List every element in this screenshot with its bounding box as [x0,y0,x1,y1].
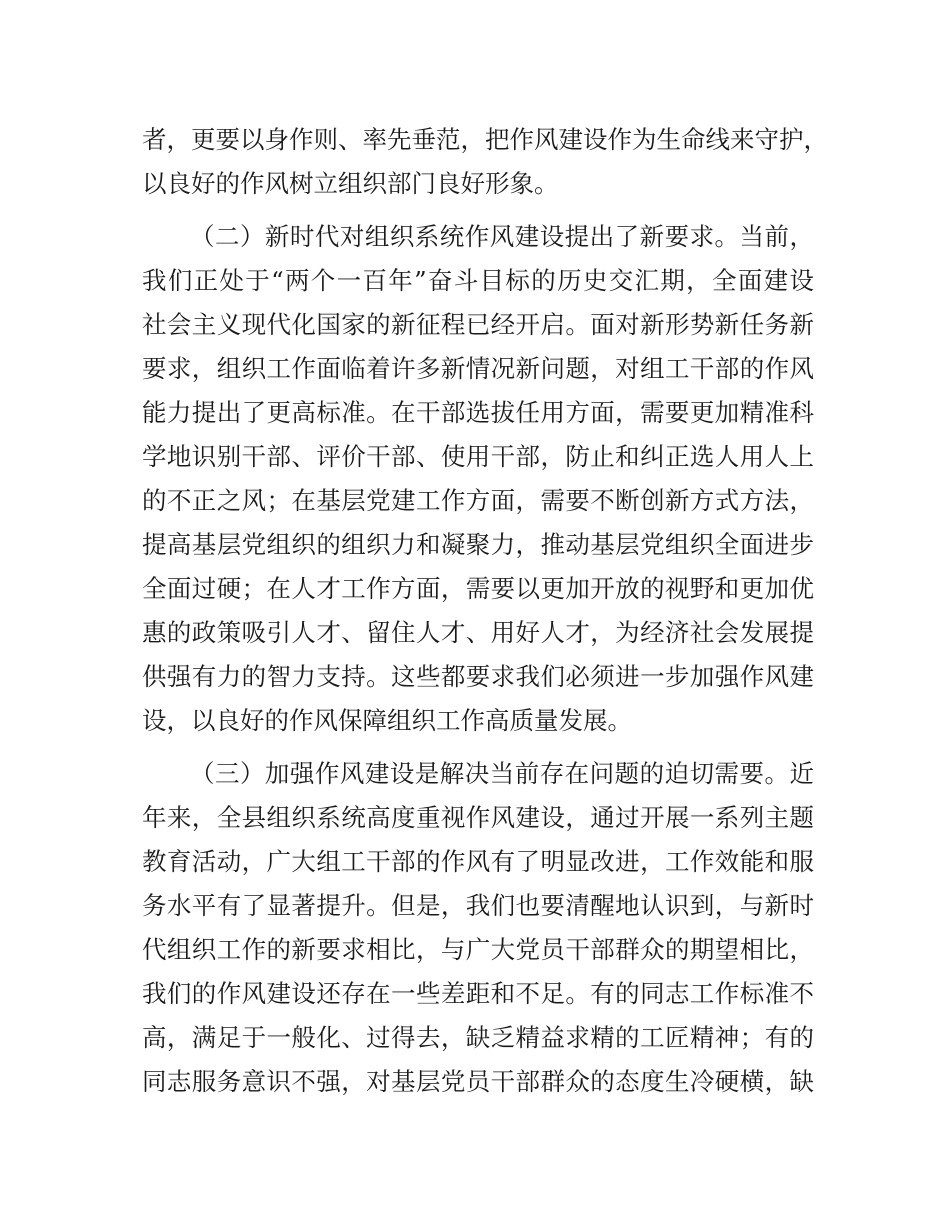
text-line: 务水平有了显著提升。但是，我们也要清醒地认识到，与新时 [142,891,814,920]
text-line: 代组织工作的新要求相比，与广大党员干部群众的期望相比， [142,935,814,964]
text-line: 提高基层党组织的组织力和凝聚力，推动基层党组织全面进步 [142,530,814,559]
text-line: 同志服务意识不强，对基层党员干部群众的态度生冷硬横，缺 [142,1067,814,1096]
text-line: 教育活动，广大组工干部的作风有了明显改进，工作效能和服 [142,847,814,876]
text-line: 能力提出了更高标准。在干部选拔任用方面，需要更加精准科 [142,398,814,427]
text-line: 惠的政策吸引人才、留住人才、用好人才，为经济社会发展提 [142,618,814,647]
text-line: 者，更要以身作则、率先垂范，把作风建设作为生命线来守护， [142,125,828,154]
section-heading-line: （三）加强作风建设是解决当前存在问题的迫切需要。近 [190,759,814,788]
text-line: 要求，组织工作面临着许多新情况新问题，对组工干部的作风 [142,354,814,383]
text-line: 学地识别干部、评价干部、使用干部，防止和纠正选人用人上 [142,442,814,471]
text-line: 的不正之风；在基层党建工作方面，需要不断创新方式方法， [142,486,814,515]
text-line: 设，以良好的作风保障组织工作高质量发展。 [142,706,632,735]
text-line: 以良好的作风树立组织部门良好形象。 [142,169,559,198]
text-line: 我们正处于“两个一百年”奋斗目标的历史交汇期，全面建设 [142,266,814,295]
text-line: 供强有力的智力支持。这些都要求我们必须进一步加强作风建 [142,662,814,691]
text-line: 全面过硬；在人才工作方面，需要以更加开放的视野和更加优 [142,574,814,603]
text-line: 高，满足于一般化、过得去，缺乏精益求精的工匠精神；有的 [142,1023,814,1052]
section-heading-line: （二）新时代对组织系统作风建设提出了新要求。当前， [190,222,814,251]
text-line: 我们的作风建设还存在一些差距和不足。有的同志工作标准不 [142,979,814,1008]
text-line: 社会主义现代化国家的新征程已经开启。面对新形势新任务新 [142,310,814,339]
text-line: 年来，全县组织系统高度重视作风建设，通过开展一系列主题 [142,803,814,832]
